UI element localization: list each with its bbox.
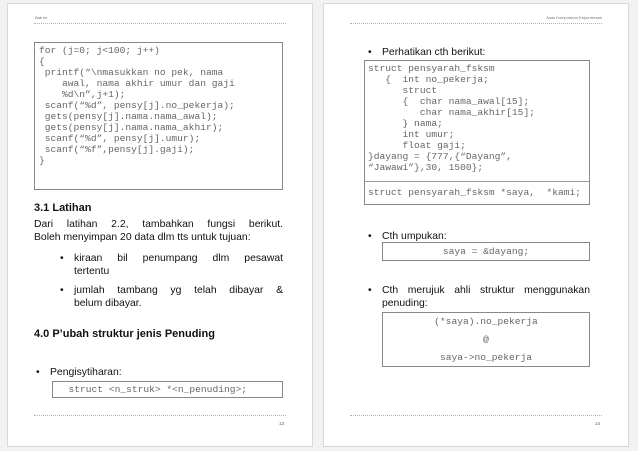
code-line: } nama; bbox=[368, 118, 443, 129]
code-line: }dayang = {777,{“Dayang”, bbox=[368, 151, 512, 162]
page-header: Bab ke bbox=[35, 15, 48, 20]
footer-rule bbox=[350, 415, 602, 416]
page-number: 13 bbox=[278, 421, 284, 426]
code-line: “Jawawi”},30, 1500}; bbox=[368, 162, 484, 173]
divider bbox=[365, 181, 589, 182]
code-block bbox=[39, 45, 235, 166]
latihan-paragraph bbox=[34, 218, 283, 244]
code-line: { bbox=[39, 56, 45, 67]
code-line: printf(“\nmasukkan no pek, nama bbox=[39, 67, 224, 78]
paragraph-line: Boleh menyimpan 20 data dlm tts untuk tujuan: bbox=[34, 232, 251, 243]
code-line: float gaji; bbox=[368, 140, 466, 151]
code-line: gets(pensy[j].nama.nama_awal); bbox=[39, 111, 218, 122]
code-line: for (j=0; j<100; j++) bbox=[39, 45, 160, 56]
code-line: { char nama_awal[15]; bbox=[368, 96, 530, 107]
code-line: scanf(“%f”,pensy[j].gaji); bbox=[39, 144, 195, 155]
bullet-icon: • bbox=[368, 231, 372, 242]
code-line: (*saya).no_pekerja bbox=[434, 316, 538, 327]
code-line: { int no_pekerja; bbox=[368, 74, 489, 85]
paragraph-line: Dari latihan 2.2, tambahkan fungsi berikut. bbox=[34, 219, 283, 230]
code-line: %d\n”,j+1); bbox=[39, 89, 126, 100]
code-box-struct-definition bbox=[364, 60, 590, 205]
code-line: gets(pensy[j].nama.nama_akhir); bbox=[39, 122, 224, 133]
footer-rule bbox=[34, 415, 286, 416]
page-header: Asas Komputeran Kejuruteraan bbox=[546, 15, 602, 20]
code-line: struct pensyarah_fsksm bbox=[368, 63, 495, 74]
code-line: awal, nama akhir umur dan gaji bbox=[39, 78, 235, 89]
code-line: saya = &dayang; bbox=[442, 246, 530, 257]
code-line: struct bbox=[368, 85, 438, 96]
section-heading-latihan: 3.1 Latihan bbox=[34, 202, 92, 214]
code-line: scanf(“%d”, pensy[j].no_pekerja); bbox=[39, 100, 235, 111]
code-line: struct <n_struk> *<n_penuding>; bbox=[57, 384, 247, 395]
code-line: } bbox=[39, 155, 45, 166]
bullet-icon: • bbox=[60, 285, 64, 296]
code-line: saya->no_pekerja bbox=[439, 352, 533, 363]
header-rule bbox=[350, 23, 602, 24]
code-box-pointer-decl bbox=[52, 381, 283, 398]
bullet-icon: • bbox=[36, 367, 40, 378]
left-page: Bab ke for (j=0; j<100; j++) { printf(“\nmasukkan no pek, nama awal, nama akhir umur dan gaji %d\n”,j+1); scanf(“%d”, pensy[j].no_pekerja); gets(pensy[j].nama.nama_awal); gets(pensy[j].nama.nama_akhir); scanf(“%d”, pensy[j].umur); scanf(“%f”,pensy[j].gaji); } 3.1 Latihan Dari latihan 2.2, tambahkan fungsi berikut. Boleh menyimpan 20 data dlm tts untuk tujuan: • kiraan bil penumpang dlm pesawat tertentu • jumlah tambang yg telah dibayar & belum dibayar. 4.0 P’ubah struktur jenis Penuding • Pengisytiharan: struct <n_struk> *<n_penuding>; 13 bbox=[7, 3, 313, 447]
code-box-assignment bbox=[382, 242, 590, 261]
code-line: @ bbox=[483, 334, 489, 345]
code-block bbox=[368, 63, 535, 173]
bullet-icon: • bbox=[368, 47, 372, 58]
right-page: Asas Komputeran Kejuruteraan • Perhatikan cth berikut: struct pensyarah_fsksm { int no_pekerja; struct { char nama_awal[15]; char nama_akhir[15]; } nama; int umur; float gaji; }dayang = {777,{“Dayang”, “Jawawi”},30, 1500}; struct pensyarah_fsksm *saya, *kami; • Cth umpukan: saya = &dayang; • Cth merujuk ahli struktur menggunakan penuding: (*saya).no_pekerja @ saya->no_pekerja 14 bbox=[323, 3, 629, 447]
code-box-member-access bbox=[382, 312, 590, 367]
code-box-input-loop bbox=[34, 42, 283, 190]
page-number: 14 bbox=[594, 421, 600, 426]
code-line: char nama_akhir[15]; bbox=[368, 107, 535, 118]
code-line: int umur; bbox=[368, 129, 455, 140]
bullet-icon: • bbox=[368, 285, 372, 296]
bullet-icon: • bbox=[60, 253, 64, 264]
section-heading-penuding: 4.0 P’ubah struktur jenis Penuding bbox=[34, 328, 215, 340]
code-line: scanf(“%d”, pensy[j].umur); bbox=[39, 133, 201, 144]
header-rule bbox=[34, 23, 286, 24]
code-line: struct pensyarah_fsksm *saya, *kami; bbox=[368, 187, 582, 198]
